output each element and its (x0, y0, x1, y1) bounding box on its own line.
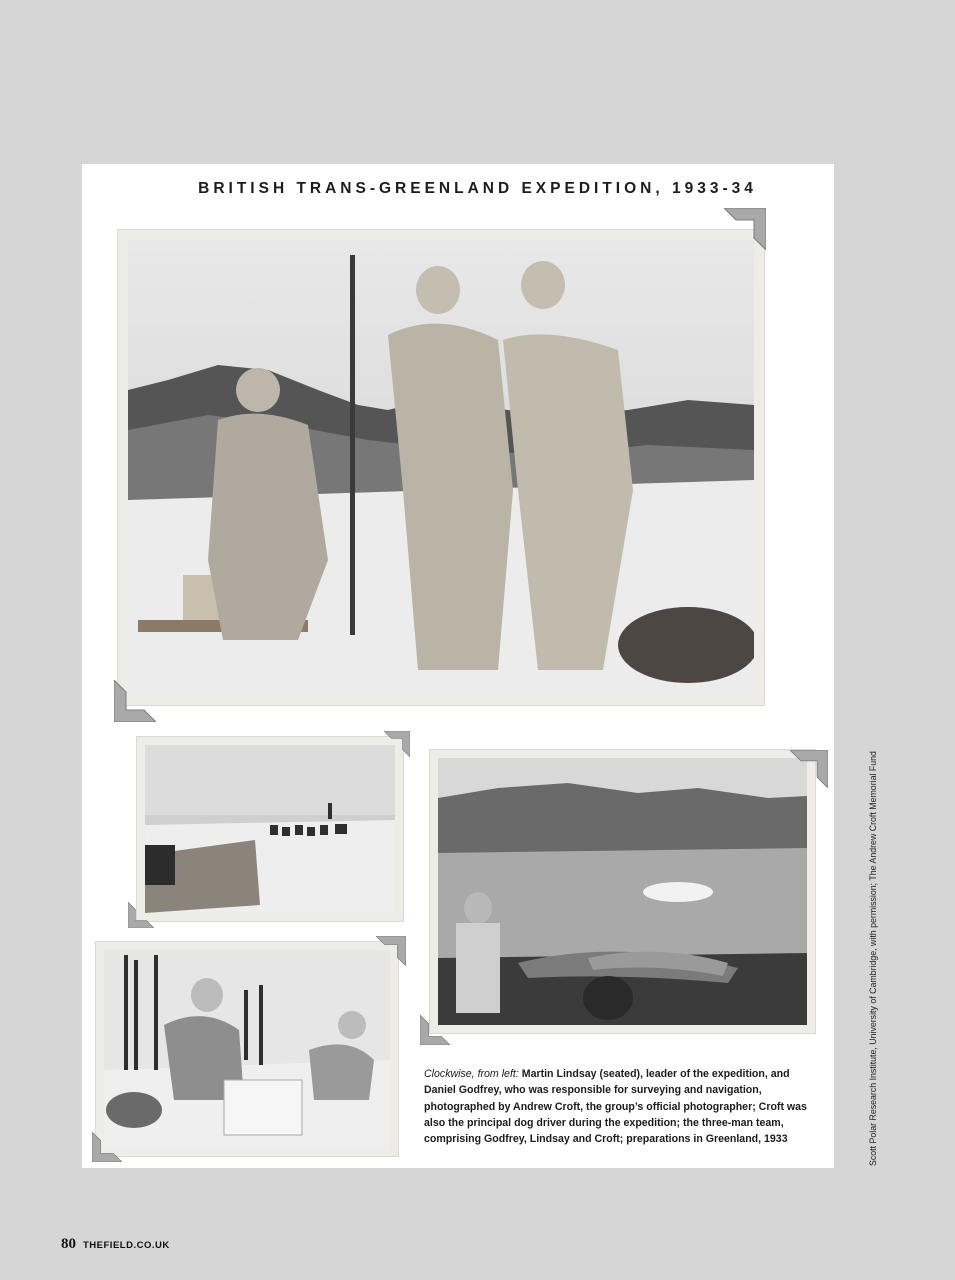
photo-corner-mount-bottom-left (114, 680, 156, 722)
photo-corner-mount-top-right (724, 208, 766, 250)
sledge-dogs-photo (145, 745, 395, 913)
photo-corner-mount-top-right (384, 731, 410, 757)
caption-lead: Clockwise, from left (424, 1068, 516, 1080)
caption-colon: : (515, 1068, 519, 1080)
photo-corner-mount-bottom-left (128, 902, 154, 928)
photo-corner-mount-top-right (376, 936, 406, 966)
fjord-boat-photo (438, 758, 807, 1025)
page-title: BRITISH TRANS-GREENLAND EXPEDITION, 1933-34 (198, 180, 757, 197)
preparations-photo (104, 950, 390, 1148)
photo-corner-mount-top-right (790, 750, 828, 788)
photo-caption (424, 1066, 819, 1147)
photo-corner-mount-bottom-left (420, 1015, 450, 1045)
page-number: 80 (61, 1236, 76, 1252)
three-man-team-photo (128, 240, 754, 695)
photo-credit: Scott Polar Research Institute, University of Cambridge, with permission; The Andrew Croft Memorial Fund (868, 751, 878, 1166)
caption-body: Martin Lindsay (seated), leader of the expedition, and Daniel Godfrey, who was responsible for surveying and navigation, photographed by Andrew Croft, the group’s official photographer; Croft was also the principal dog driver during the expedition; the three-man team, comprising Godfrey, Lindsay and Croft; preparations in Greenland, 1933 (424, 1068, 807, 1146)
site-url: THEFIELD.CO.UK (83, 1240, 170, 1251)
photo-corner-mount-bottom-left (92, 1132, 122, 1162)
